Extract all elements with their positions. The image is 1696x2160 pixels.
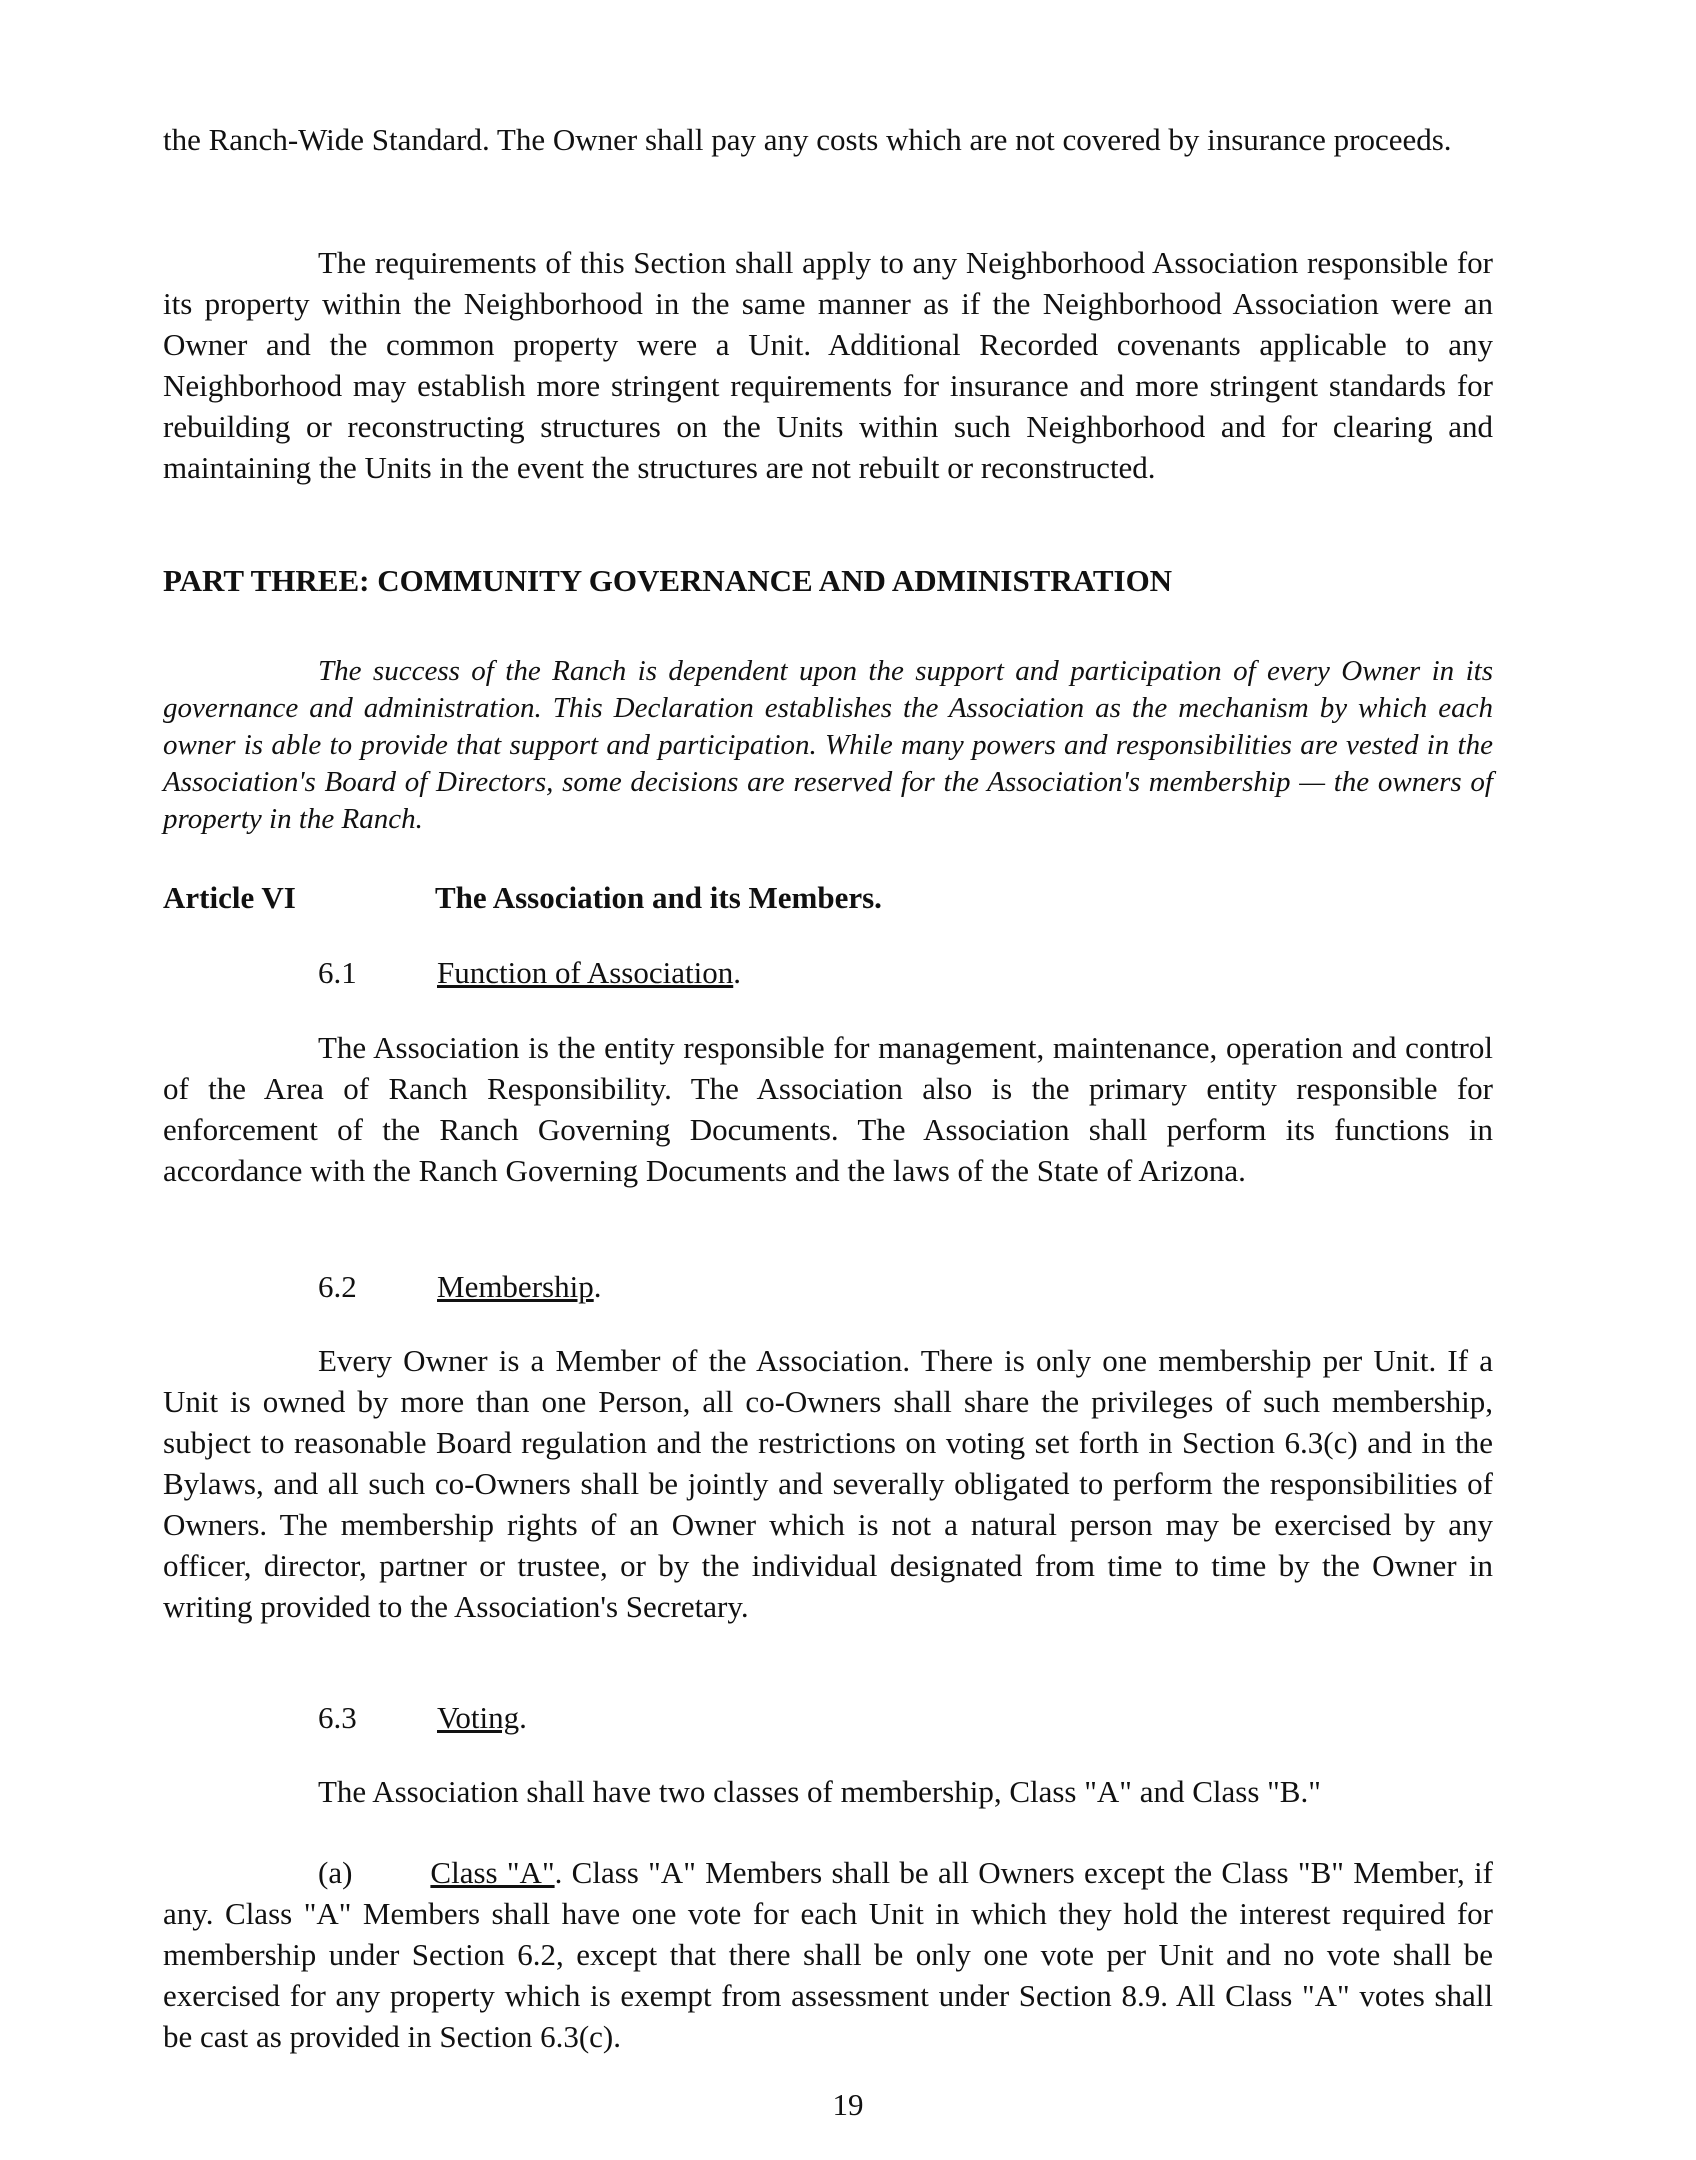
paragraph-6-2: Every Owner is a Member of the Association. There is only one membership per Unit. If a Unit is owned by more than one Person, all co-Owners shall share the privileges of such membership, subject to reasonable Board regulation and the restrictions on voting set forth in Section 6.3(c) and in the Bylaws, and all such co-Owners shall be jointly and severally obligated to perform the responsibilities of Owners. The membership rights of an Owner which is not a natural person may be exercised by any officer, director, partner or trustee, or by the individual designated from time to time by the Owner in writing provided to the Association's Secretary. [163, 1343, 1493, 1624]
article-title: The Association and its Members. [435, 880, 882, 915]
section-title-6-1: Function of Association [437, 955, 734, 990]
page-number: 19 [832, 2087, 864, 2122]
section-heading-6-3: Voting. [437, 1700, 527, 1735]
section-number-6-3: 6.3 [318, 1700, 357, 1735]
article-number: Article VI [163, 880, 296, 915]
paragraph-intro: the Ranch-Wide Standard. The Owner shall pay any costs which are not covered by insurance proceeds. [163, 122, 1452, 157]
subsection-label-a: (a) [318, 1855, 353, 1890]
subsection-title-class-a: Class "A" [430, 1855, 555, 1890]
part-heading: PART THREE: COMMUNITY GOVERNANCE AND ADMINISTRATION [163, 563, 1173, 598]
section-heading-6-2: Membership. [437, 1269, 602, 1304]
section-title-6-3: Voting [437, 1700, 520, 1735]
paragraph-6-3-a [163, 1852, 1493, 2057]
section-title-6-2: Membership [437, 1269, 594, 1304]
part-intro-italic: The success of the Ranch is dependent upon the support and participation of every Owner in its governance and administration. This Declaration establishes the Association as the mechanism by which each owner is able to provide that support and participation. While many powers and responsibilities are vested in the Association's Board of Directors, some decisions are reserved for the Association's membership — the owners of property in the Ranch. [163, 655, 1493, 835]
paragraph-neighborhood-association: The requirements of this Section shall apply to any Neighborhood Association responsible for its property within the Neighborhood in the same manner as if the Neighborhood Association were an Owner and the common property were a Unit. Additional Recorded covenants applicable to any Neighborhood may establish more stringent requirements for insurance and more stringent standards for rebuilding or reconstructing structures on the Units within such Neighborhood and for clearing and maintaining the Units in the event the structures are not rebuilt or reconstructed. [163, 245, 1493, 485]
paragraph-6-1: The Association is the entity responsible for management, maintenance, operation and control of the Area of Ranch Responsibility. The Association also is the primary entity responsible for enforcement of the Ranch Governing Documents. The Association shall perform its functions in accordance with the Ranch Governing Documents and the laws of the State of Arizona. [163, 1030, 1493, 1188]
section-number-6-1: 6.1 [318, 955, 357, 990]
subsection-text-class-a: . Class "A" Members shall be all Owners except the Class "B" Member, if any. Class "A" Members shall have one vote for each Unit in which they hold the interest required for membership under Section 6.2, except that there shall be only one vote per Unit and no vote shall be exercised for any property which is exempt from assessment under Section 8.9. All Class "A" votes shall be cast as provided in Section 6.3(c). [163, 1855, 1493, 2054]
section-heading-6-1: Function of Association. [437, 955, 741, 990]
section-number-6-2: 6.2 [318, 1269, 357, 1304]
paragraph-6-3: The Association shall have two classes of membership, Class "A" and Class "B." [318, 1774, 1321, 1809]
